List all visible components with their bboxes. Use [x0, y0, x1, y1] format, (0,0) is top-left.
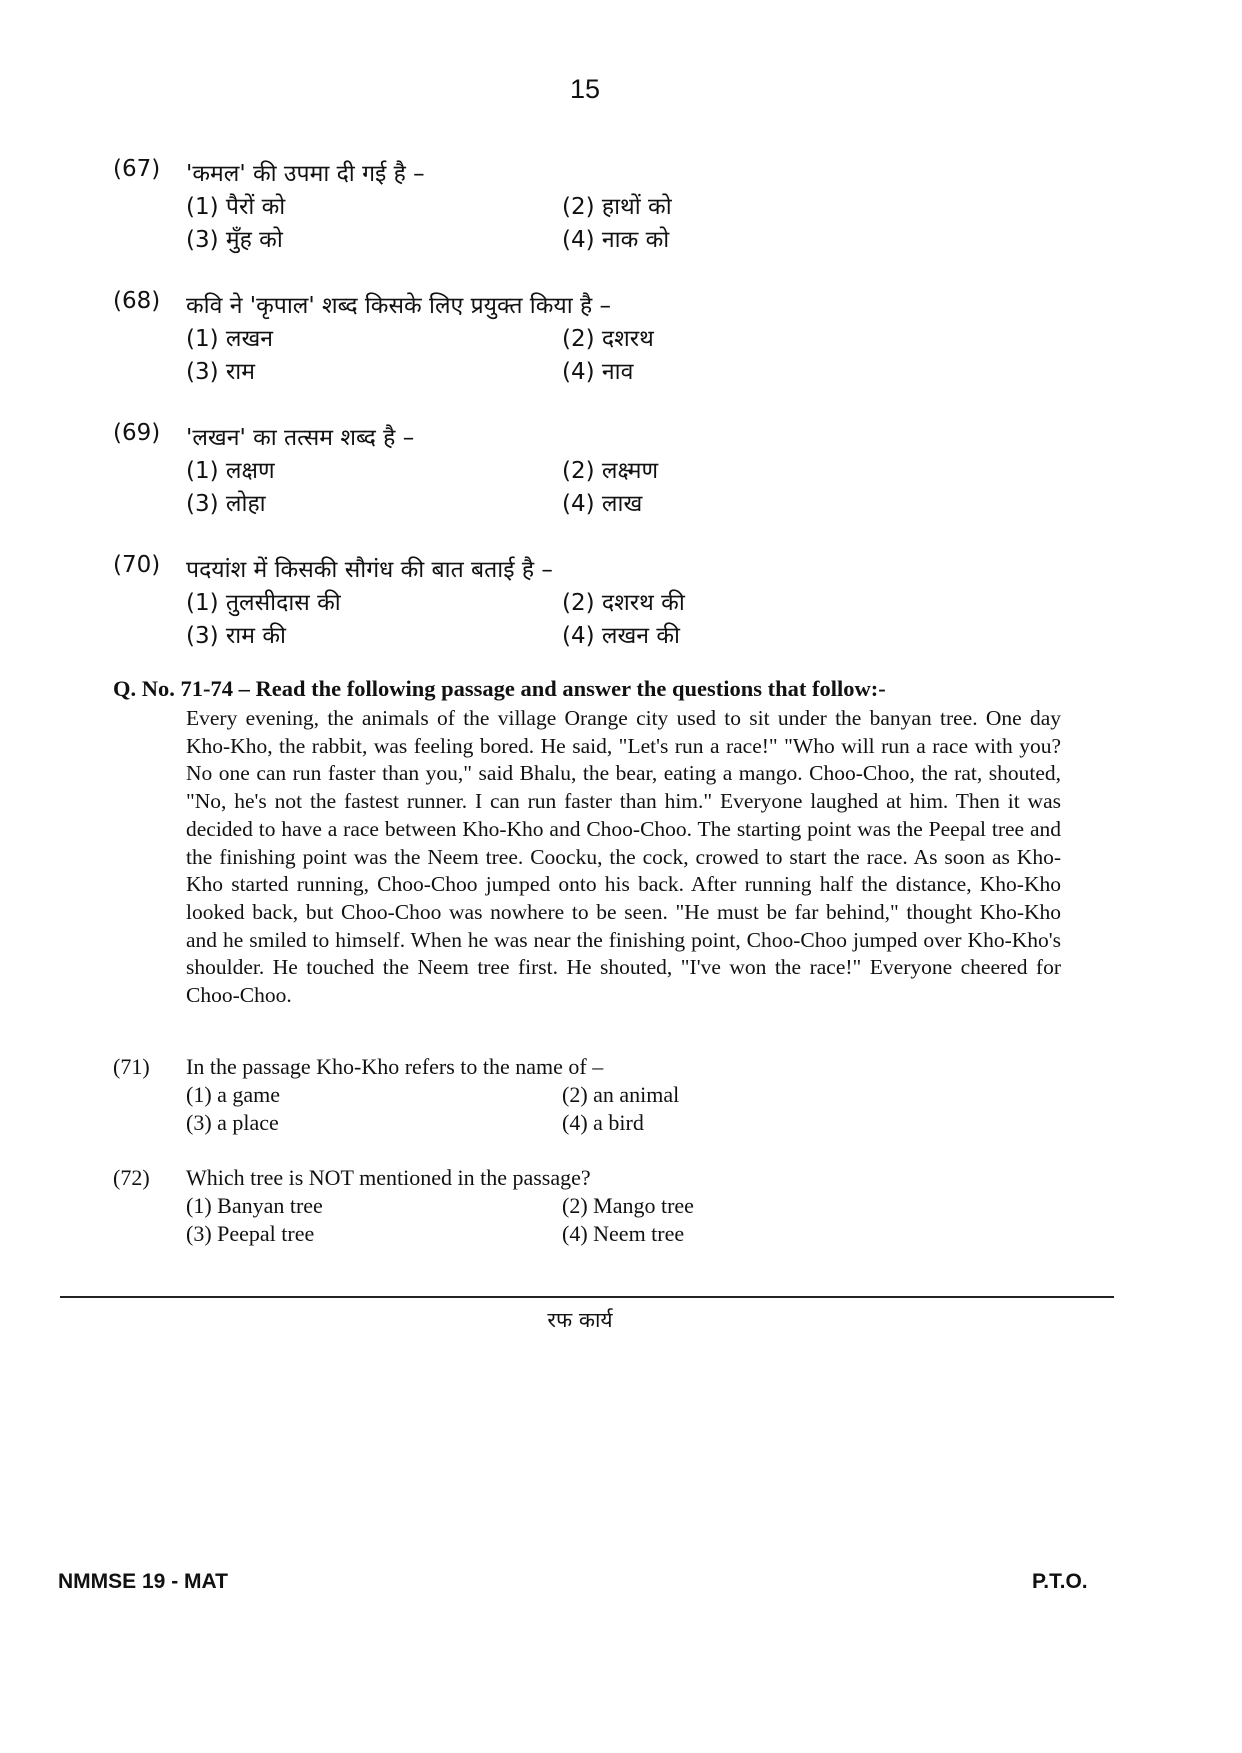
divider [60, 1296, 1114, 1298]
question-number: (67) [113, 156, 161, 182]
question-number: (68) [113, 288, 161, 314]
option-2: (2) an animal [562, 1082, 680, 1107]
exam-code: NMMSE 19 - MAT [58, 1570, 228, 1593]
option-3: (3) राम की [186, 623, 286, 649]
option-4: (4) लखन की [562, 623, 680, 649]
option-2: (2) लक्ष्मण [562, 458, 659, 484]
question-stem: 'लखन' का तत्सम शब्द है – [186, 425, 415, 451]
option-3: (3) राम [186, 359, 256, 385]
question-number: (72) [113, 1165, 150, 1190]
option-4: (4) नाव [562, 359, 634, 385]
option-2: (2) Mango tree [562, 1193, 694, 1218]
option-3: (3) Peepal tree [186, 1221, 315, 1246]
option-3: (3) मुँह को [186, 227, 283, 253]
question-number: (69) [113, 420, 161, 446]
page-number: 15 [569, 74, 601, 104]
option-3: (3) a place [186, 1110, 279, 1135]
question-stem: 'कमल' की उपमा दी गई है – [186, 161, 425, 187]
pto-label: P.T.O. [1032, 1570, 1088, 1593]
question-stem: कवि ने 'कृपाल' शब्द किसके लिए प्रयुक्त किया है – [186, 293, 612, 319]
rough-work-label: रफ कार्य [547, 1308, 613, 1332]
option-1: (1) Banyan tree [186, 1193, 323, 1218]
question-stem: Which tree is NOT mentioned in the passage? [186, 1165, 591, 1190]
option-1: (1) लक्षण [186, 458, 275, 484]
option-1: (1) पैरों को [186, 194, 286, 220]
option-2: (2) दशरथ [562, 326, 654, 352]
passage-heading: Q. No. 71-74 – Read the following passage and answer the questions that follow:- [113, 676, 886, 701]
option-2: (2) दशरथ की [562, 590, 685, 616]
option-1: (1) a game [186, 1082, 281, 1107]
question-number: (70) [113, 552, 161, 578]
option-4: (4) लाख [562, 491, 643, 517]
option-4: (4) नाक को [562, 227, 670, 253]
option-4: (4) Neem tree [562, 1221, 685, 1246]
option-1: (1) तुलसीदास की [186, 590, 341, 616]
option-1: (1) लखन [186, 326, 274, 352]
option-3: (3) लोहा [186, 491, 266, 517]
question-stem: In the passage Kho-Kho refers to the name of – [186, 1054, 604, 1079]
question-number: (71) [113, 1054, 150, 1079]
question-stem: पदयांश में किसकी सौगंध की बात बताई है – [186, 557, 553, 583]
option-4: (4) a bird [562, 1110, 644, 1135]
passage-text: Every evening, the animals of the village Orange city used to sit under the banyan tree. One day Kho-Kho, the rabbit, was feeling bored. He said, "Let's run a race!" "Who will run a race with you? No one can run faster than you," said Bhalu, the bear, eating a mango. Choo-Choo, the rat, shouted, "No, he's not the fastest runner. I can run faster than him." Everyone laughed at him. Then it was decided to have a race between Kho-Kho and Choo-Choo. The starting point was the Peepal tree and the finishing point was the Neem tree. Coocku, the cock, crowed to start the race. As soon as Kho-Kho started running, Choo-Choo jumped onto his back. After running half the distance, Kho-Kho looked back, but Choo-Choo was nowhere to be seen. "He must be far behind," thought Kho-Kho and he smiled to himself. When he was near the finishing point, Choo-Choo jumped over Kho-Kho's shoulder. He touched the Neem tree first. He shouted, "I've won the race!" Everyone cheered for Choo-Choo. [186, 706, 1061, 1008]
passage-section [113, 676, 1061, 1010]
option-2: (2) हाथों को [562, 194, 672, 220]
